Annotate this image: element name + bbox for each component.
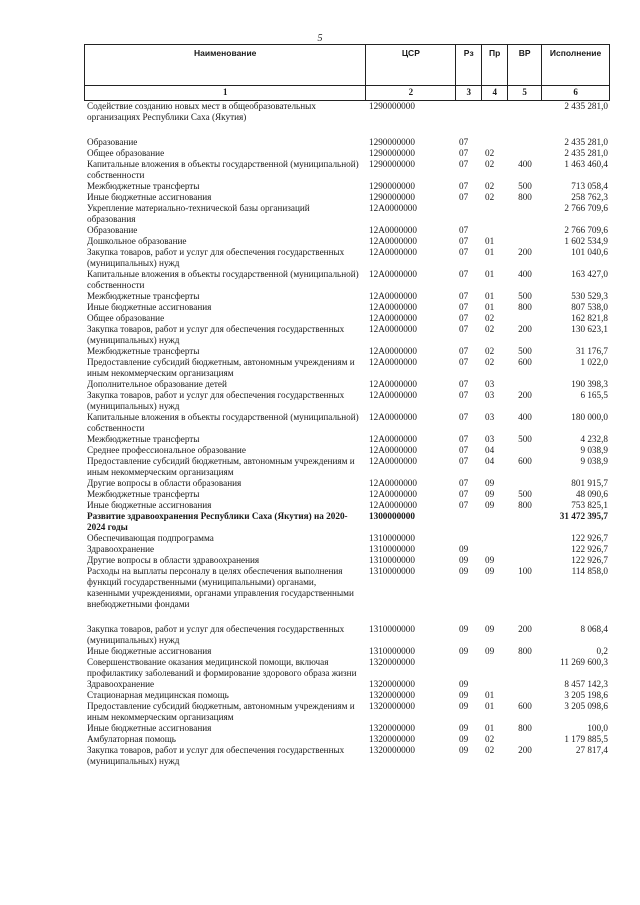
row-execution: 31 472 395,7: [559, 511, 608, 521]
header-pr: Пр: [482, 45, 508, 85]
row-name: Развитие здравоохранения Республики Саха (Якутия) на 2020-2024 годы: [87, 511, 348, 532]
row-vr: 500: [518, 434, 532, 444]
header-rz: Рз: [456, 45, 482, 85]
row-pr: 01: [485, 236, 495, 246]
row-name: Амбулаторная помощь: [87, 734, 176, 744]
table-row: [84, 412, 610, 434]
table-row: [84, 357, 610, 379]
row-execution: 9 038,9: [580, 445, 608, 455]
row-rz: 07: [459, 236, 469, 246]
row-csr: 12А0000000: [369, 313, 417, 323]
table-row: [84, 544, 610, 555]
row-csr: 1320000000: [369, 690, 415, 700]
row-rz: 09: [459, 734, 469, 744]
row-execution: 48 090,6: [575, 489, 608, 499]
row-rz: 09: [459, 566, 469, 576]
row-csr: 1290000000: [369, 192, 415, 202]
row-csr: 1310000000: [369, 544, 415, 554]
row-csr: 12А0000000: [369, 247, 417, 257]
row-rz: 07: [459, 478, 469, 488]
column-number: 5: [508, 86, 542, 100]
header-name: Наименование: [85, 45, 366, 85]
row-rz: 07: [459, 357, 469, 367]
row-csr: 1290000000: [369, 137, 415, 147]
row-execution: 2 435 281,0: [564, 137, 608, 147]
row-name: Среднее профессиональное образование: [87, 445, 246, 455]
row-name: Иные бюджетные ассигнования: [87, 500, 212, 510]
row-pr: 02: [485, 324, 495, 334]
table-header: [84, 44, 610, 85]
row-rz: 09: [459, 646, 469, 656]
table-row: [84, 745, 610, 767]
row-pr: 09: [485, 500, 495, 510]
row-pr: 04: [485, 456, 495, 466]
table-row: [84, 346, 610, 357]
row-execution: 2 766 709,6: [564, 203, 608, 213]
row-name: Обеспечивающая подпрограмма: [87, 533, 214, 543]
row-csr: 12А0000000: [369, 269, 417, 279]
row-pr: 03: [485, 434, 495, 444]
row-execution: 130 623,1: [571, 324, 608, 334]
table-row: [84, 192, 610, 203]
row-csr: 1300000000: [369, 511, 415, 521]
row-rz: 07: [459, 137, 469, 147]
row-csr: 12А0000000: [369, 346, 417, 356]
row-name: Предоставление субсидий бюджетным, автономным учреждениям и иным некоммерческим организациям: [87, 701, 355, 722]
table-row: [84, 500, 610, 511]
row-execution: 9 038,9: [580, 456, 608, 466]
row-pr: 03: [485, 390, 495, 400]
row-pr: 01: [485, 723, 495, 733]
table-row: [84, 302, 610, 313]
row-execution: 122 926,7: [571, 533, 608, 543]
row-rz: 07: [459, 346, 469, 356]
row-pr: 09: [485, 646, 495, 656]
row-pr: 09: [485, 489, 495, 499]
row-vr: 200: [518, 324, 532, 334]
row-vr: 400: [518, 269, 532, 279]
row-pr: 09: [485, 478, 495, 488]
row-pr: 02: [485, 313, 495, 323]
row-name: Межбюджетные трансферты: [87, 434, 200, 444]
table-row: [84, 624, 610, 646]
row-execution: 101 040,6: [571, 247, 608, 257]
table-row: [84, 324, 610, 346]
row-execution: 4 232,8: [580, 434, 608, 444]
row-rz: 07: [459, 390, 469, 400]
row-name: Общее образование: [87, 313, 165, 323]
row-rz: 07: [459, 489, 469, 499]
row-execution: 1 463 460,4: [564, 159, 608, 169]
row-execution: 801 915,7: [571, 478, 608, 488]
row-name: Дошкольное образование: [87, 236, 187, 246]
table-row: [84, 657, 610, 679]
row-rz: 07: [459, 148, 469, 158]
row-execution: 0,2: [596, 646, 608, 656]
row-csr: 1320000000: [369, 734, 415, 744]
row-name: Общее образование: [87, 148, 165, 158]
row-csr: 12А0000000: [369, 478, 417, 488]
row-name: Здравоохранение: [87, 679, 155, 689]
row-csr: 12А0000000: [369, 357, 417, 367]
row-pr: 09: [485, 566, 495, 576]
row-csr: 12А0000000: [369, 379, 417, 389]
row-name: Другие вопросы в области образования: [87, 478, 242, 488]
row-execution: 1 602 534,9: [564, 236, 608, 246]
row-rz: 09: [459, 745, 469, 755]
row-rz: 09: [459, 555, 469, 565]
header-csr: ЦСР: [366, 45, 456, 85]
column-number: 1: [85, 86, 366, 100]
row-csr: 1290000000: [369, 159, 415, 169]
table-row: [84, 225, 610, 236]
row-rz: 09: [459, 624, 469, 634]
row-rz: 09: [459, 544, 469, 554]
row-csr: 1320000000: [369, 723, 415, 733]
table-row: [84, 701, 610, 723]
row-csr: 1310000000: [369, 533, 415, 543]
row-pr: 02: [485, 192, 495, 202]
row-name: Закупка товаров, работ и услуг для обеспечения государственных (муниципальных) нужд: [87, 324, 345, 345]
column-number: 3: [456, 86, 482, 100]
row-vr: 200: [518, 390, 532, 400]
row-vr: 200: [518, 745, 532, 755]
row-pr: 09: [485, 555, 495, 565]
row-execution: 258 762,3: [571, 192, 608, 202]
row-rz: 07: [459, 302, 469, 312]
row-vr: 500: [518, 291, 532, 301]
table-row: [84, 456, 610, 478]
row-rz: 07: [459, 324, 469, 334]
row-execution: 114 858,0: [571, 566, 608, 576]
table-row: [84, 181, 610, 192]
table-row: [84, 137, 610, 148]
row-csr: 12А0000000: [369, 434, 417, 444]
row-name: Закупка товаров, работ и услуг для обеспечения государственных (муниципальных) нужд: [87, 390, 345, 411]
row-rz: 07: [459, 500, 469, 510]
row-name: Дополнительное образование детей: [87, 379, 227, 389]
table-row: [84, 478, 610, 489]
row-execution: 11 269 600,3: [560, 657, 608, 667]
row-vr: 500: [518, 181, 532, 191]
table-row: [84, 203, 610, 225]
row-rz: 07: [459, 192, 469, 202]
row-rz: 07: [459, 181, 469, 191]
row-csr: 12А0000000: [369, 390, 417, 400]
row-rz: 07: [459, 412, 469, 422]
row-execution: 31 176,7: [575, 346, 608, 356]
row-execution: 162 821,8: [571, 313, 608, 323]
row-csr: 1320000000: [369, 745, 415, 755]
row-rz: 09: [459, 701, 469, 711]
table-row: [84, 159, 610, 181]
row-execution: 180 000,0: [571, 412, 608, 422]
row-pr: 01: [485, 269, 495, 279]
row-vr: 800: [518, 646, 532, 656]
row-rz: 07: [459, 247, 469, 257]
row-csr: 12А0000000: [369, 302, 417, 312]
row-pr: 02: [485, 181, 495, 191]
row-pr: 03: [485, 379, 495, 389]
row-csr: 12А0000000: [369, 412, 417, 422]
row-name: Содействие созданию новых мест в общеобразовательных организациях Республики Саха (Якутия): [87, 101, 316, 122]
row-name: Закупка товаров, работ и услуг для обеспечения государственных (муниципальных) нужд: [87, 624, 345, 645]
row-csr: 1290000000: [369, 101, 415, 111]
row-csr: 12А0000000: [369, 489, 417, 499]
row-execution: 530 529,3: [571, 291, 608, 301]
row-name: Иные бюджетные ассигнования: [87, 723, 212, 733]
row-execution: 2 766 709,6: [564, 225, 608, 235]
row-csr: 12А0000000: [369, 225, 417, 235]
row-rz: 09: [459, 723, 469, 733]
row-pr: 02: [485, 346, 495, 356]
row-name: Здравоохранение: [87, 544, 155, 554]
row-name: Закупка товаров, работ и услуг для обеспечения государственных (муниципальных) нужд: [87, 745, 345, 766]
row-pr: 02: [485, 159, 495, 169]
row-execution: 190 398,3: [571, 379, 608, 389]
row-name: Предоставление субсидий бюджетным, автономным учреждениям и иным некоммерческим организациям: [87, 456, 355, 477]
row-pr: 02: [485, 745, 495, 755]
row-name: Другие вопросы в области здравоохранения: [87, 555, 260, 565]
row-pr: 01: [485, 247, 495, 257]
table-row: [84, 291, 610, 302]
row-rz: 07: [459, 445, 469, 455]
row-name: Расходы на выплаты персоналу в целях обеспечения выполнения функций государственными (муниципальными) органами, казенными учреждениями, органами управления государственными внебюджетными фондами: [87, 566, 354, 609]
row-execution: 8 457 142,3: [564, 679, 608, 689]
table-row: [84, 489, 610, 500]
row-pr: 09: [485, 624, 495, 634]
row-execution: 753 825,1: [571, 500, 608, 510]
table-row: [84, 646, 610, 657]
row-rz: 09: [459, 690, 469, 700]
row-vr: 800: [518, 723, 532, 733]
table-row: [84, 690, 610, 701]
budget-table: [84, 44, 610, 767]
row-name: Образование: [87, 225, 138, 235]
row-vr: 200: [518, 624, 532, 634]
row-vr: 400: [518, 159, 532, 169]
row-name: Иные бюджетные ассигнования: [87, 646, 212, 656]
row-rz: 07: [459, 291, 469, 301]
row-vr: 500: [518, 489, 532, 499]
row-name: Капитальные вложения в объекты государственной (муниципальной) собственности: [87, 159, 359, 180]
row-csr: 12А0000000: [369, 203, 417, 213]
column-number-row: [84, 85, 610, 101]
row-csr: 12А0000000: [369, 445, 417, 455]
row-csr: 1310000000: [369, 555, 415, 565]
header-vr: ВР: [508, 45, 542, 85]
row-name: Межбюджетные трансферты: [87, 181, 200, 191]
row-vr: 800: [518, 302, 532, 312]
row-name: Закупка товаров, работ и услуг для обеспечения государственных (муниципальных) нужд: [87, 247, 345, 268]
row-csr: 1310000000: [369, 624, 415, 634]
table-row: [84, 434, 610, 445]
table-row: [84, 247, 610, 269]
row-execution: 122 926,7: [571, 544, 608, 554]
row-execution: 1 022,0: [580, 357, 608, 367]
row-name: Совершенствование оказания медицинской помощи, включая профилактику заболеваний и формирование здорового образа жизни: [87, 657, 357, 678]
row-name: Капитальные вложения в объекты государственной (муниципальной) собственности: [87, 269, 359, 290]
row-name: Стационарная медицинская помощь: [87, 690, 229, 700]
row-csr: 1290000000: [369, 148, 415, 158]
row-csr: 12А0000000: [369, 456, 417, 466]
row-vr: 100: [518, 566, 532, 576]
table-row: [84, 533, 610, 544]
row-csr: 12А0000000: [369, 500, 417, 510]
row-csr: 1310000000: [369, 566, 415, 576]
row-vr: 800: [518, 500, 532, 510]
row-rz: 07: [459, 456, 469, 466]
table-row: [84, 734, 610, 745]
row-execution: 100,0: [587, 723, 608, 733]
row-rz: 07: [459, 313, 469, 323]
row-execution: 163 427,0: [571, 269, 608, 279]
table-row: [84, 269, 610, 291]
table-row: [84, 445, 610, 456]
row-vr: 400: [518, 412, 532, 422]
table-body: [84, 101, 610, 767]
row-vr: 600: [518, 357, 532, 367]
table-row: [84, 566, 610, 610]
table-row: [84, 679, 610, 690]
row-name: Образование: [87, 137, 138, 147]
row-name: Межбюджетные трансферты: [87, 489, 200, 499]
row-pr: 02: [485, 357, 495, 367]
row-execution: 122 926,7: [571, 555, 608, 565]
row-execution: 6 165,5: [580, 390, 608, 400]
row-pr: 02: [485, 148, 495, 158]
header-execution: Исполнение: [542, 45, 610, 85]
row-pr: 03: [485, 412, 495, 422]
row-name: Иные бюджетные ассигнования: [87, 192, 212, 202]
row-execution: 1 179 885,5: [564, 734, 608, 744]
table-row: [84, 101, 610, 123]
row-pr: 04: [485, 445, 495, 455]
row-rz: 07: [459, 269, 469, 279]
row-execution: 27 817,4: [575, 745, 608, 755]
row-csr: 12А0000000: [369, 236, 417, 246]
row-name: Иные бюджетные ассигнования: [87, 302, 212, 312]
table-row: [84, 555, 610, 566]
column-number: 6: [542, 86, 610, 100]
table-row: [84, 236, 610, 247]
row-execution: 713 058,4: [571, 181, 608, 191]
row-rz: 07: [459, 434, 469, 444]
row-vr: 600: [518, 701, 532, 711]
row-execution: 2 435 281,0: [564, 148, 608, 158]
row-csr: 1290000000: [369, 181, 415, 191]
row-vr: 800: [518, 192, 532, 202]
row-name: Капитальные вложения в объекты государственной (муниципальной) собственности: [87, 412, 359, 433]
row-rz: 07: [459, 159, 469, 169]
row-name: Межбюджетные трансферты: [87, 291, 200, 301]
table-row: [84, 148, 610, 159]
row-execution: 3 205 198,6: [564, 690, 608, 700]
row-vr: 600: [518, 456, 532, 466]
row-csr: 1320000000: [369, 679, 415, 689]
row-name: Межбюджетные трансферты: [87, 346, 200, 356]
row-name: Укрепление материально-технической базы организаций образования: [87, 203, 310, 224]
row-csr: 1310000000: [369, 646, 415, 656]
table-row: [84, 723, 610, 734]
row-pr: 02: [485, 734, 495, 744]
row-csr: 12А0000000: [369, 291, 417, 301]
row-rz: 07: [459, 225, 469, 235]
page-number: 5: [317, 33, 323, 44]
row-execution: 2 435 281,0: [564, 101, 608, 111]
row-csr: 1320000000: [369, 701, 415, 711]
row-csr: 12А0000000: [369, 324, 417, 334]
row-rz: 09: [459, 679, 469, 689]
table-row: [84, 379, 610, 390]
table-row: [84, 511, 610, 533]
row-execution: 3 205 098,6: [564, 701, 608, 711]
row-pr: 01: [485, 302, 495, 312]
row-execution: 807 538,0: [571, 302, 608, 312]
row-execution: 8 068,4: [580, 624, 608, 634]
row-pr: 01: [485, 701, 495, 711]
row-rz: 07: [459, 379, 469, 389]
row-pr: 01: [485, 690, 495, 700]
column-number: 2: [366, 86, 456, 100]
row-csr: 1320000000: [369, 657, 415, 667]
row-vr: 200: [518, 247, 532, 257]
column-number: 4: [482, 86, 508, 100]
row-name: Предоставление субсидий бюджетным, автономным учреждениям и иным некоммерческим организациям: [87, 357, 355, 378]
table-row: [84, 313, 610, 324]
row-vr: 500: [518, 346, 532, 356]
table-row: [84, 390, 610, 412]
row-pr: 01: [485, 291, 495, 301]
